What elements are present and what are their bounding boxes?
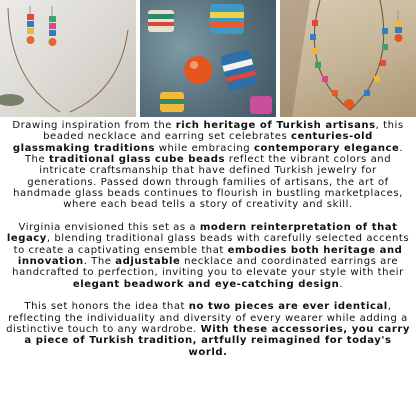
emphasis-text: With these accessories, you carry a piece of Turkish tradition, artfully reimagined for today's world. [24,324,410,358]
body-text-run: necklace and coordinated earrings are handcrafted to perfection, inviting you to elevate your style with their [12,256,404,279]
body-text-run: . The [24,142,404,166]
body-text-run: Virginia envisioned this set as a [18,222,200,234]
emphasis-text: traditional glass cube beads [48,154,225,166]
body-text-run: Drawing inspiration from the [12,120,176,131]
body-text-run: , reflecting the individuality and diversity of every wearer while adding a distinctive touch to any wardrobe. [6,301,408,336]
body-text-run: while embracing [154,142,254,154]
emphasis-text: rich heritage of Turkish artisans [175,120,376,131]
emphasis-text: modern reinterpretation of that legacy [6,222,398,245]
emphasis-text: centuries-old glassmaking traditions [12,131,373,154]
description-paragraph [6,301,410,358]
body-text-run: . [339,278,344,290]
body-text-run: This set honors the idea that [24,301,189,313]
emphasis-text: adjustable [115,256,181,268]
photo-earrings-necklace-flatlay [0,0,136,117]
emphasis-text: contemporary elegance [253,142,400,154]
photo-bead-closeup [140,0,276,117]
photo-necklace-on-wood [280,0,416,117]
emphasis-text: no two pieces are ever identical [188,301,388,313]
product-description [6,120,410,369]
necklace-on-wood-illustration [280,0,416,117]
bead-closeup-illustration [140,0,276,117]
body-text-run: reflect the vibrant colors and intricate craftsmanship that have defined Turkish jewelry for generations. Passed down through families of artisans, the art of handmade glass beads continues to flourish in bustling marketplaces, where each bead tells a story of creativity and skill. [13,154,403,211]
description-paragraph [6,222,410,290]
body-text-run: . The [83,256,116,268]
body-text-run: , this beaded necklace and earring set celebrates [43,120,404,143]
beaded-necklace-illustration [0,0,136,117]
emphasis-text: elegant beadwork and eye-catching design [72,278,340,290]
body-text-run: , blending traditional glass beads with carefully selected accents to create a captivating ensemble that [13,233,410,256]
description-paragraph [6,120,410,211]
emphasis-text: embodies both heritage and innovation [17,244,403,268]
product-photo-strip [0,0,416,117]
